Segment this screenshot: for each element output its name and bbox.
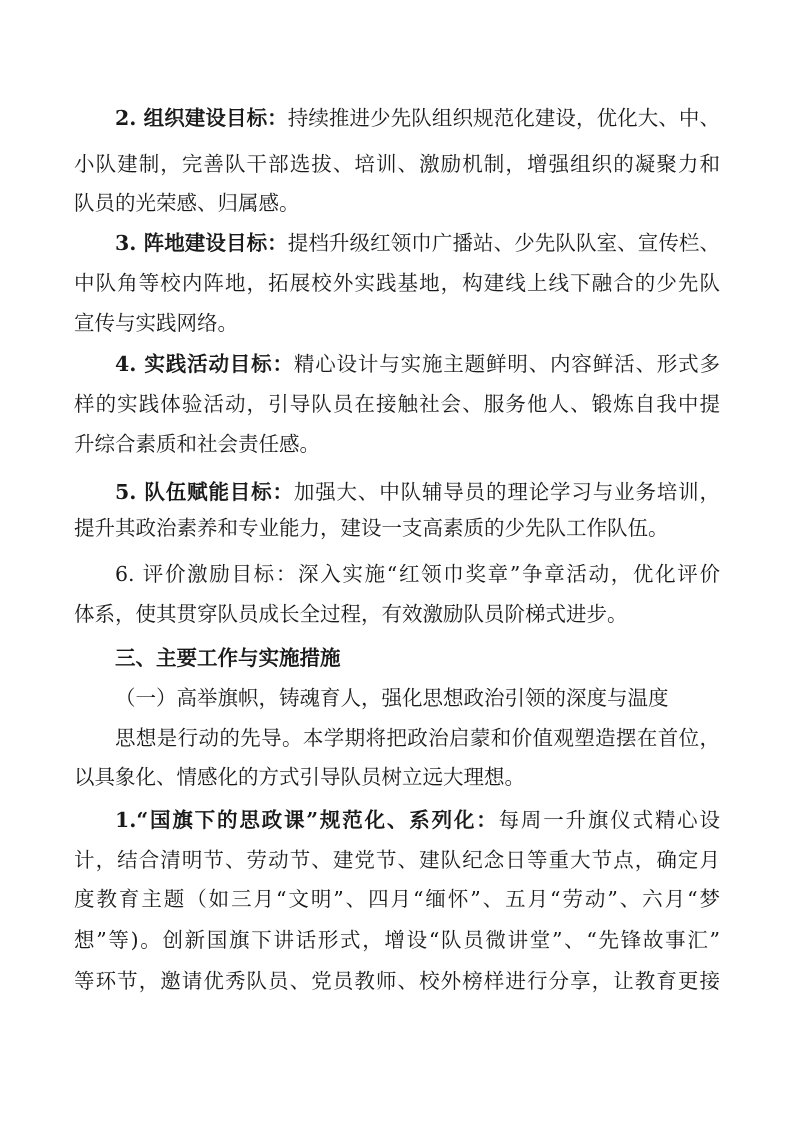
intro-line-2: 以具象化、情感化的方式引导队员树立远大理想。 — [74, 765, 525, 789]
base-goal-text: 提档升级红领巾广播站、少先队队室、宣传栏、 — [287, 231, 720, 255]
flag-lesson-line-1 — [115, 806, 720, 834]
team-goal-line-1 — [115, 478, 720, 506]
team-goal-line-2: 提升其政治素养和专业能力，建设一支高素质的少先队工作队伍。 — [74, 516, 669, 540]
flag-lesson-text: 每周一升旗仪式精心设 — [498, 808, 720, 832]
org-goal-line-1 — [115, 104, 720, 132]
eval-goal-line-2: 体系，使其贯穿队员成长全过程，有效激励队员阶梯式进步。 — [74, 602, 628, 626]
eval-goal-line-1: 6. 评价激励目标：深入实施“红领巾奖章”争章活动，优化评价 — [115, 562, 720, 586]
flag-lesson-line-2: 计，结合清明节、劳动节、建党节、建队纪念日等重大节点，确定月 — [74, 848, 720, 872]
base-goal-line-1 — [115, 229, 720, 257]
base-goal-line-3: 宣传与实践网络。 — [74, 311, 238, 335]
flag-lesson-line-4: 想”等)。创新国旗下讲话形式，增设“队员微讲堂”、“先锋故事汇” — [74, 928, 720, 952]
org-goal-text: 持续推进少先队组织规范化建设，优化大、中、 — [287, 106, 720, 130]
flag-lesson-line-3: 度教育主题（如三月“文明”、四月“缅怀”、五月“劳动”、六月“梦 — [74, 887, 720, 911]
section-heading: 三、主要工作与实施措施 — [115, 646, 341, 670]
practice-goal-line-2: 样的实践体验活动，引导队员在接触社会、服务他人、锻炼自我中提 — [74, 392, 720, 416]
practice-goal-line-3: 升综合素质和社会责任感。 — [74, 432, 320, 456]
team-goal-text: 加强大、中队辅导员的理论学习与业务培训， — [293, 480, 720, 504]
practice-goal-line-1 — [115, 350, 720, 378]
org-goal-heading: 2. 组织建设目标： — [115, 106, 288, 130]
base-goal-heading: 3. 阵地建设目标： — [115, 231, 288, 255]
intro-line-1: 思想是行动的先导。本学期将把政治启蒙和价值观塑造摆在首位， — [115, 726, 720, 750]
subsection-heading: （一）高举旗帜，铸魂育人，强化思想政治引领的深度与温度 — [115, 686, 669, 710]
org-goal-line-3: 队员的光荣感、归属感。 — [74, 191, 300, 215]
team-goal-heading: 5. 队伍赋能目标： — [115, 480, 294, 504]
flag-lesson-line-5: 等环节，邀请优秀队员、党员教师、校外榜样进行分享，让教育更接 — [74, 969, 720, 993]
practice-goal-text: 精心设计与实施主题鲜明、内容鲜活、形式多 — [293, 352, 720, 376]
org-goal-line-2: 小队建制，完善队干部选拔、培训、激励机制，增强组织的凝聚力和 — [74, 152, 720, 176]
practice-goal-heading: 4. 实践活动目标： — [115, 352, 294, 376]
base-goal-line-2: 中队角等校内阵地，拓展校外实践基地，构建线上线下融合的少先队 — [74, 271, 720, 295]
flag-lesson-heading: 1.“国旗下的思政课”规范化、系列化： — [115, 808, 499, 832]
